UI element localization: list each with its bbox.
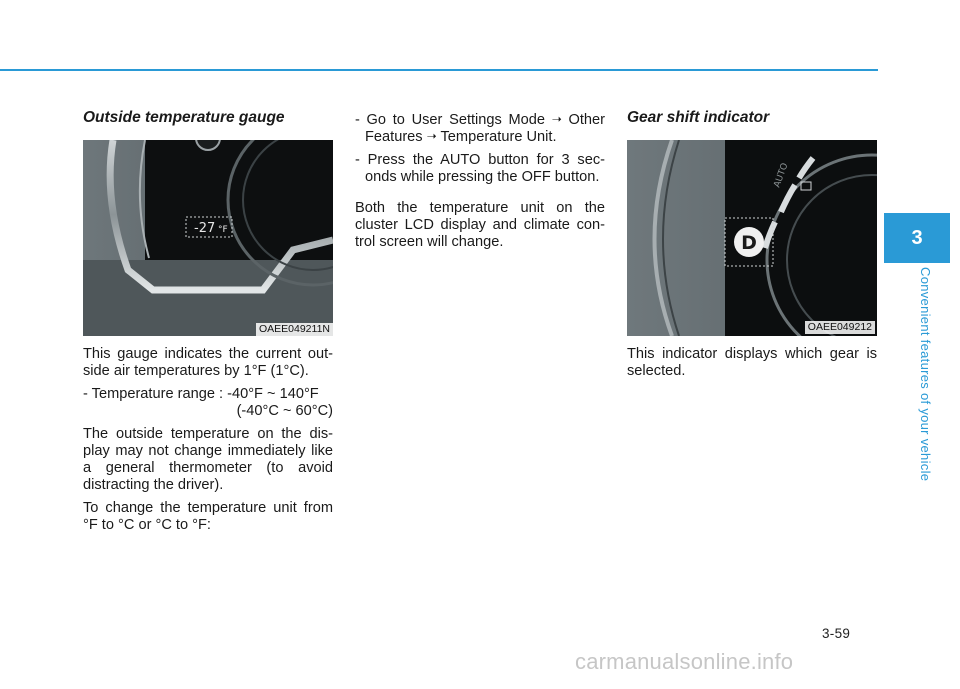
paragraph: This indicator displays which gear is selected.: [627, 346, 877, 379]
instruction-step-2: - Press the AUTO button for 3 sec-onds while pressing the OFF button.: [355, 152, 605, 185]
chapter-title: Convenient features of your vehicle: [918, 267, 933, 482]
temperature-value-text: -27: [194, 221, 216, 236]
watermark: carmanualsonline.info: [575, 649, 794, 674]
figure-gear-indicator: [627, 140, 877, 336]
paragraph: To change the temperature unit from °F to °C or °C to °F:: [83, 500, 333, 533]
step-text: Temperature Unit.: [440, 129, 557, 145]
paragraph: This gauge indicates the current out-side air temperatures by 1°F (1°C).: [83, 346, 333, 379]
temperature-range-metric: (-40°C ~ 60°C): [236, 403, 333, 419]
step-text: - Go to User Settings Mode: [355, 112, 546, 128]
temperature-gauge-illustration: [83, 140, 333, 336]
step-text: Other Features: [365, 112, 605, 145]
column-instructions: [355, 112, 605, 257]
figure-code: OAEE049211N: [256, 323, 333, 336]
gear-indicator-illustration: [627, 140, 877, 336]
section-heading-outside-temperature: Outside temperature gauge: [83, 109, 285, 126]
instruction-step-1: [355, 112, 605, 146]
gear-letter: D: [741, 232, 757, 254]
dial-text: AUTO: [772, 161, 791, 190]
chapter-tab: 3: [884, 213, 950, 263]
header-rule: [0, 69, 878, 71]
figure-temperature-gauge: [83, 140, 333, 336]
temperature-range-line: - Temperature range : -40°F ~ 140°F: [83, 386, 319, 402]
paragraph: Both the temperature unit on the cluster LCD display and climate con-trol screen will change.: [355, 200, 605, 250]
section-heading-gear-shift: Gear shift indicator: [627, 109, 770, 126]
page-number: 3-59: [822, 626, 851, 641]
arrow-icon: ➝: [551, 112, 562, 126]
column-outside-temperature: [83, 108, 333, 540]
figure-code: OAEE049212: [805, 321, 875, 334]
arrow-icon: ➝: [426, 129, 437, 143]
temperature-unit-text: °F: [218, 225, 228, 235]
column-gear-shift: [627, 108, 877, 386]
paragraph: The outside temperature on the dis-play may not change immediately like a general thermometer (to avoid distracting the driver).: [83, 426, 333, 493]
